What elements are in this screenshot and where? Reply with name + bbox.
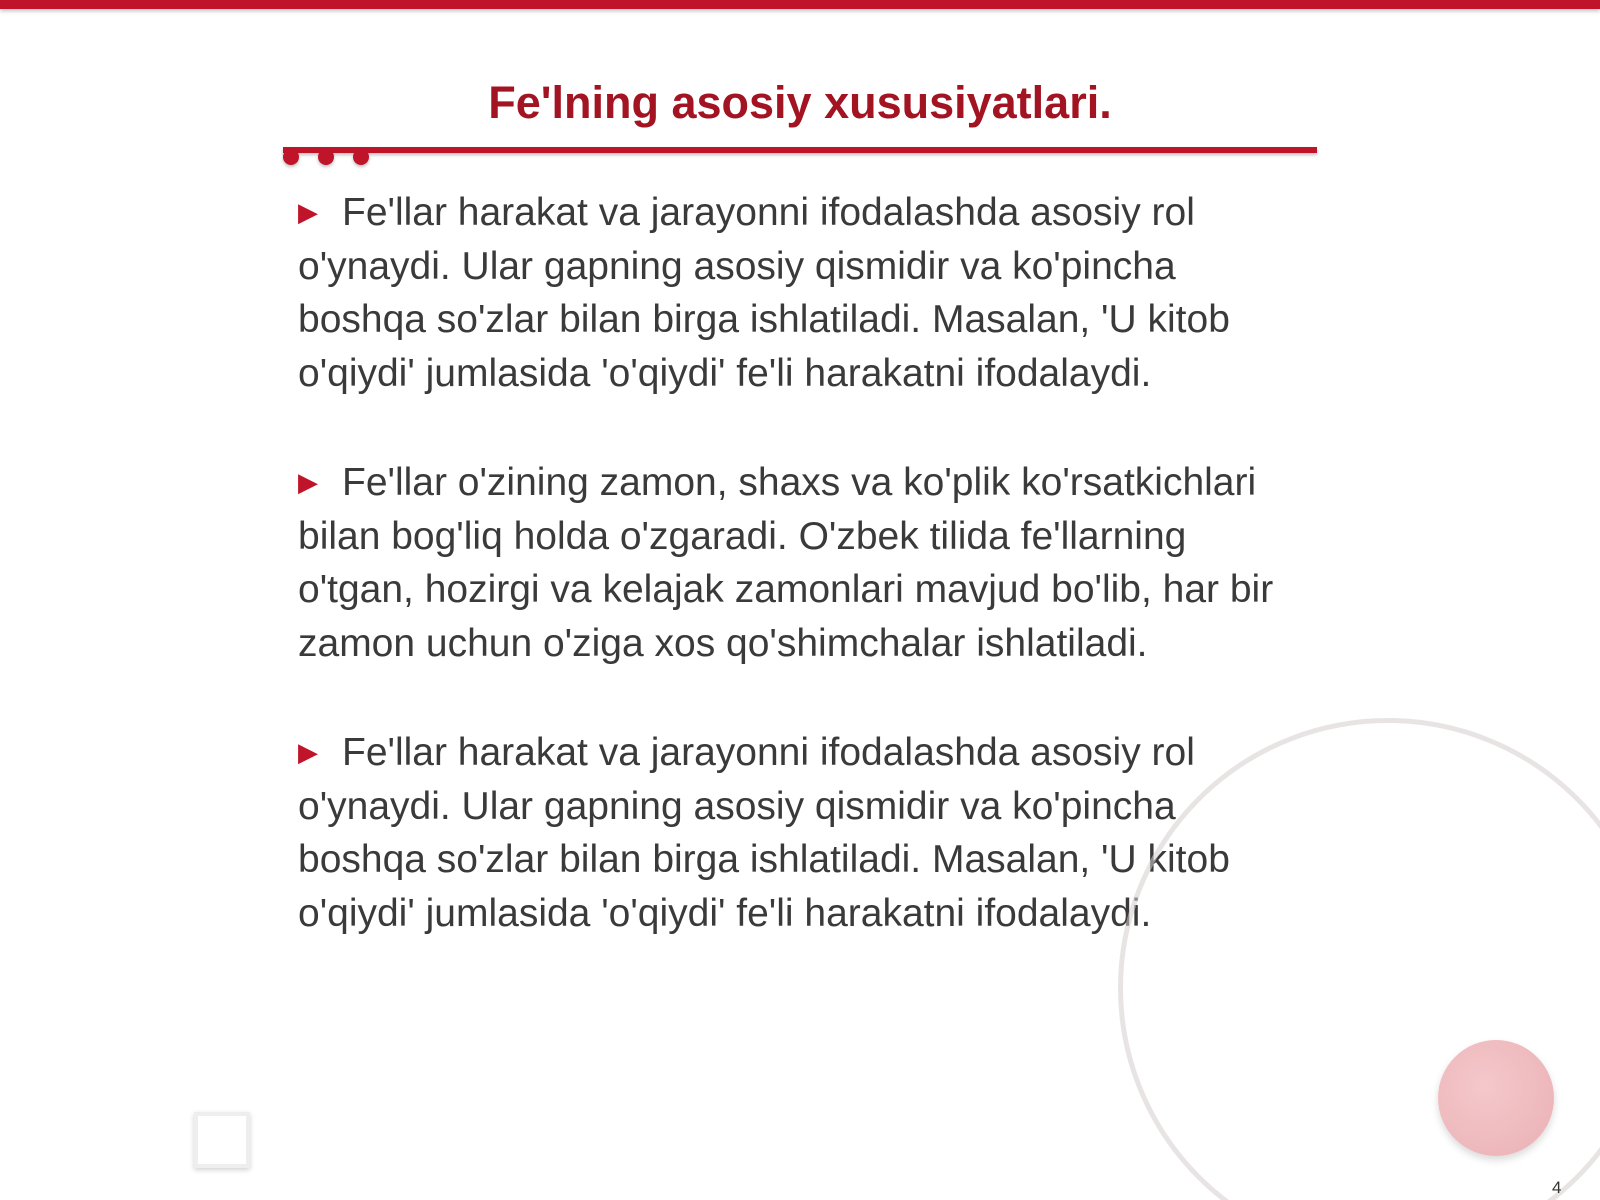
slide-title: Fe'lning asosiy xususiyatlari. [488, 77, 1112, 128]
title-underline [283, 147, 1317, 153]
decorative-disc [1438, 1040, 1554, 1156]
decor-dot [353, 149, 369, 165]
bullet-text: Fe'llar harakat va jarayonni ifodalashda asosiy rol o'ynaydi. Ular gapning asosiy qismidir va ko'pincha boshqa so'zlar bilan birga ishlatiladi. Masalan, 'U kitob o'qiydi' jumlasida 'o'qiydi' fe'li harakatni ifodalaydi. [298, 731, 1230, 935]
bullet-text: Fe'llar o'zining zamon, shaxs va ko'plik ko'rsatkichlari bilan bog'liq holda o'zgaradi. O'zbek tilida fe'llarning o'tgan, hozirgi va kelajak zamonlari mavjud bo'lib, har bir zamon uchun o'ziga xos qo'shimchalar ishlatiladi. [298, 461, 1274, 665]
bullet-arrow-icon: ▶ [298, 737, 318, 767]
bullet-arrow-icon: ▶ [298, 197, 318, 227]
bullet-item [298, 186, 1308, 400]
decor-dot [283, 149, 299, 165]
decor-dot [318, 149, 334, 165]
bullet-text: Fe'llar harakat va jarayonni ifodalashda asosiy rol o'ynaydi. Ular gapning asosiy qismidir va ko'pincha boshqa so'zlar bilan birga ishlatiladi. Masalan, 'U kitob o'qiydi' jumlasida 'o'qiydi' fe'li harakatni ifodalaydi. [298, 191, 1230, 395]
decorative-square [194, 1112, 250, 1168]
top-accent-bar [0, 0, 1600, 9]
bullet-item [298, 456, 1308, 670]
page-number: 4 [1552, 1178, 1562, 1197]
bullet-arrow-icon: ▶ [298, 467, 318, 497]
